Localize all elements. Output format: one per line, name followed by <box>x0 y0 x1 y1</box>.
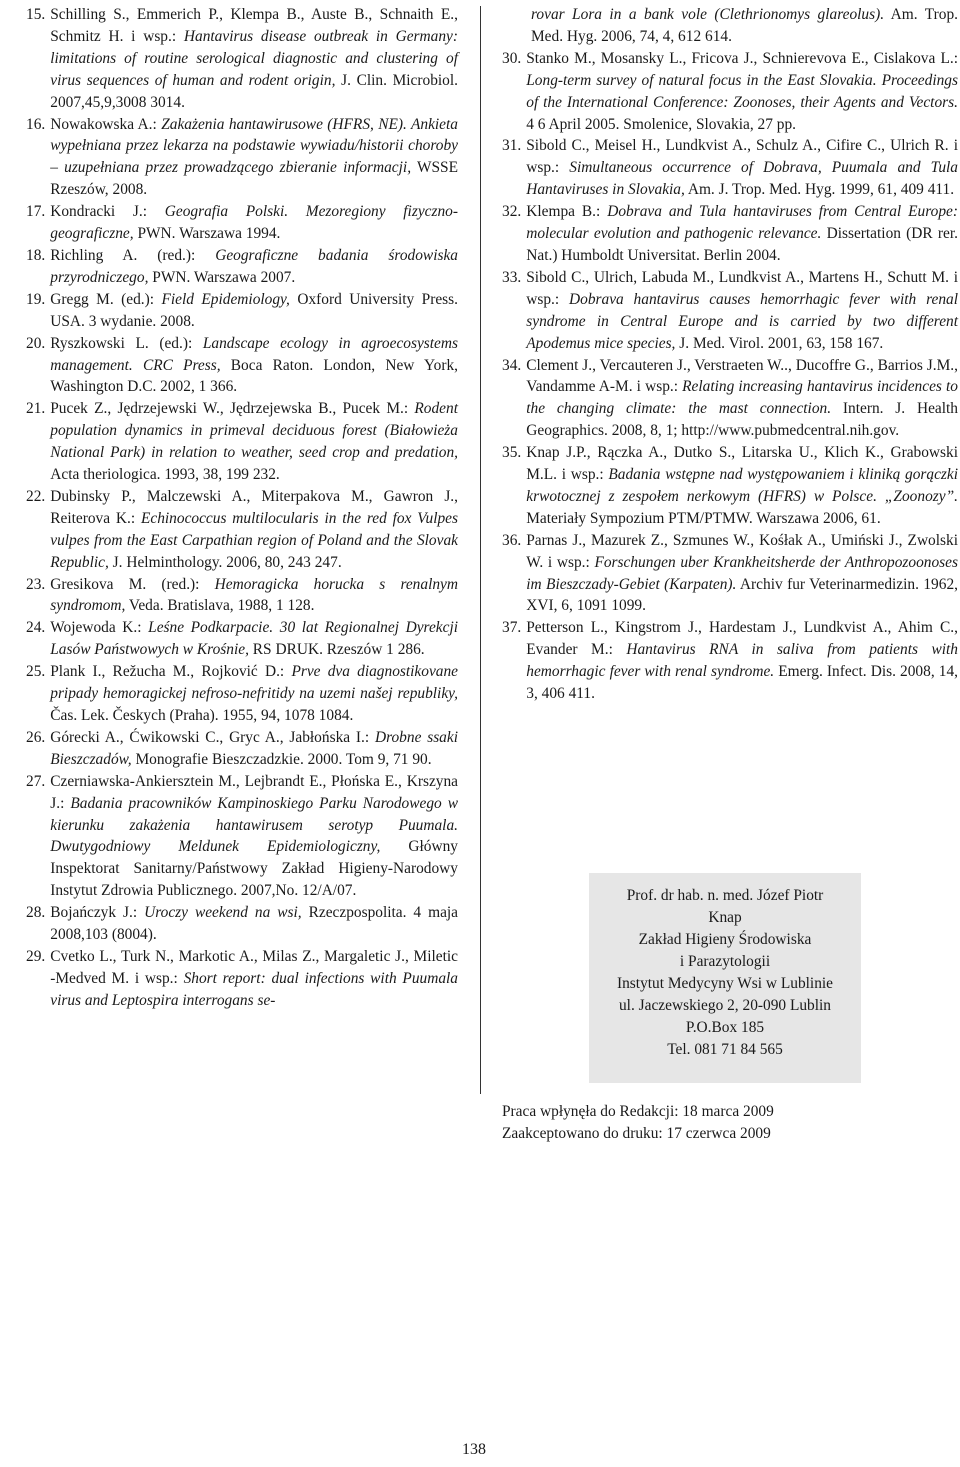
reference-item <box>502 48 958 136</box>
reference-authors: Górecki A., Ćwikowski C., Gryc A., Jabłońska I.: <box>50 728 375 746</box>
reference-item <box>502 267 958 355</box>
reference-source: Acta theriologica. 1993, 38, 199 232. <box>50 466 280 484</box>
reference-body <box>50 617 458 661</box>
reference-item <box>502 617 958 705</box>
reference-source: J. Clin. Microbiol. 2007,45,9,3008 3014. <box>50 71 458 111</box>
reference-item <box>26 574 458 618</box>
reference-title: Long-term survey of natural focus in the East Slovakia. Proceedings of the International Conference: Zoonoses, their Agents and Vectors. <box>526 71 958 111</box>
reference-item <box>502 530 958 618</box>
reference-body <box>50 201 458 245</box>
reference-body <box>50 114 458 202</box>
reference-number: 31. <box>502 137 522 155</box>
reference-title: Badania pracowników Kampinoskiego Parku Narodowego w kierunku zakażenia hantawirusem serotyp Puumala. Dwutygodniowy Meldunek Epidemiologiczny, <box>50 794 458 856</box>
reference-body <box>50 574 458 618</box>
author-address-box <box>589 873 861 1083</box>
reference-item <box>26 617 458 661</box>
reference-body <box>50 486 458 574</box>
reference-body <box>526 267 958 355</box>
reference-authors: Dubinsky P., Malczewski A., Miterpakova M., Gawron J., Reiterova K.: <box>50 487 458 527</box>
reference-source: PWN. Warszawa 1994. <box>133 225 281 243</box>
reference-source: RS DRUK. Rzeszów 1 286. <box>248 641 425 659</box>
reference-title: Dobrava hantavirus causes hemorrhagic fever with renal syndrome in Central Europe and is carried by two different Apodemus mice species, <box>526 290 958 352</box>
reference-number: 28. <box>26 904 46 922</box>
address-line: i Parazytologii <box>679 953 771 970</box>
reference-authors: Gregg M. (ed.): <box>50 290 162 308</box>
reference-source: Čas. Lek. Českych (Praha). 1955, 94, 1078 1084. <box>50 707 354 724</box>
reference-authors: Cvetko L., Turk N., Markotic A., Milas Z., Margaletic J., Miletic -Medved M. i wsp.: <box>50 947 458 987</box>
reference-source: Oxford University Press. USA. 3 wydanie. 2008. <box>50 290 458 330</box>
reference-title: Field Epidemiology, <box>161 290 290 308</box>
received-dates <box>502 1101 774 1145</box>
reference-authors: Bojańczyk J.: <box>50 904 145 922</box>
reference-number: 24. <box>26 619 46 637</box>
reference-number: 21. <box>26 400 46 418</box>
reference-body <box>50 771 458 902</box>
reference-number: 37. <box>502 619 522 637</box>
reference-source: Emerg. Infect. Dis. 2008, 14, 3, 406 411. <box>526 663 958 703</box>
reference-body <box>526 135 958 201</box>
reference-title: Relating increasing hantavirus incidences to the changing climate: the mast connection. <box>526 378 959 418</box>
reference-number: 23. <box>26 575 46 593</box>
reference-item <box>502 442 958 530</box>
accepted-line: Zaakceptowano do druku: 17 czerwca 2009 <box>502 1125 771 1142</box>
reference-authors: Ryszkowski L. (ed.): <box>50 334 203 352</box>
reference-authors: Stanko M., Mosansky L., Fricova J., Schnierevova E., Cislakova L.: <box>526 49 958 67</box>
reference-number: 22. <box>26 487 46 505</box>
reference-authors: Kondracki J.: <box>50 203 165 221</box>
column-divider <box>480 6 481 1094</box>
reference-authors: Parnas J., Mazurek Z., Szmunes W., Kośłak A., Umiński J., Zwolski W. i wsp.: <box>526 531 958 571</box>
reference-authors: Petterson L., Kingstrom J., Hardestam J., Lundkvist A., Ahim C., Evander M.: <box>526 619 958 659</box>
reference-authors: Czerniawska-Ankiersztein M., Lejbrandt E., Płońska E., Krszyna J.: <box>50 772 458 812</box>
reference-source: 4 6 April 2005. Smolenice, Slovakia, 27 pp. <box>526 115 796 133</box>
references-right-column <box>502 4 958 705</box>
reference-authors: Sibold C., Ulrich, Labuda M., Lundkvist A., Martens H., Schutt M. i wsp.: <box>526 268 958 308</box>
reference-body <box>50 398 458 486</box>
reference-source: Materiały Sympozium PTM/PTMW. Warszawa 2006, 61. <box>526 509 881 527</box>
reference-title: Geograficzne badania środowiska przyrodniczego, <box>50 246 458 286</box>
reference-number: 35. <box>502 444 522 462</box>
address-line: Instytut Medycyny Wsi w Lublinie <box>616 975 834 992</box>
reference-title: Leśne Podkarpacie. 30 lat Regionalnej Dyrekcji Lasów Państwowych w Krośnie, <box>50 619 458 659</box>
reference-body <box>526 617 958 705</box>
reference-number: 33. <box>502 268 522 286</box>
reference-number: 16. <box>26 115 46 133</box>
reference-item <box>26 201 458 245</box>
reference-item <box>26 289 458 333</box>
reference-item <box>26 486 458 574</box>
reference-number: 18. <box>26 246 46 264</box>
reference-body <box>526 530 958 618</box>
reference-body <box>50 333 458 399</box>
reference-item <box>502 135 958 201</box>
address-line: Zakład Higieny Środowiska <box>638 931 812 948</box>
reference-title: Forschungen uber Krankheitsherde der Anthropozoonoses im Bieszczady-Gebiet (Karpaten). <box>526 553 958 593</box>
reference-body <box>50 245 458 289</box>
reference-item <box>26 333 458 399</box>
reference-title: Badania wstępne nad występowaniem i kliniką gorączki krwotocznej z zespołem nerkowym (HFRS) w Polsce. „Zoonozy”. <box>526 466 958 505</box>
reference-body <box>50 902 458 946</box>
reference-body <box>526 201 958 267</box>
reference-number: 36. <box>502 531 522 549</box>
reference-authors: Plank I., Režucha M., Rojković D.: <box>50 663 292 681</box>
reference-number: 19. <box>26 290 46 308</box>
reference-item <box>26 4 458 114</box>
reference-authors: Knap J.P., Rączka A., Dutko S., Litarska U., Klich K., Grabowski M.L. i wsp.: <box>526 444 958 484</box>
reference-item <box>26 902 458 946</box>
reference-authors: Richling A. (red.): <box>50 246 216 264</box>
reference-source: Rzeczpospolita. 4 maja 2008,103 (8004). <box>50 904 459 944</box>
reference-item <box>26 661 458 727</box>
reference-authors: Klempa B.: <box>526 203 608 221</box>
reference-number: 15. <box>26 6 46 23</box>
reference-source: Veda. Bratislava, 1988, 1 128. <box>125 597 315 615</box>
reference-item <box>502 201 958 267</box>
reference-authors: Clement J., Vercauteren J., Verstraeten W.., Ducoffre G., Barrios J.M., Vandamme A-M. i wsp.: <box>526 356 958 396</box>
reference-item <box>26 946 458 1012</box>
address-line: Tel. 081 71 84 565 <box>667 1041 783 1058</box>
reference-title: Geografia Polski. Mezoregiony fizyczno-geograficzne, <box>50 203 458 243</box>
reference-number: 30. <box>502 49 522 67</box>
reference-source: Am. J. Trop. Med. Hyg. 1999, 61, 409 411. <box>684 181 955 199</box>
reference-source: Główny Inspektorat Sanitarny/Państwowy Zakład Higieny-Narodowy Instytut Zdrowia Publicznego. 2007,No. 12/A/07. <box>50 838 458 900</box>
reference-authors: Wojewoda K.: <box>50 619 149 637</box>
reference-title: Dobrava and Tula hantaviruses from Central Europe: molecular evolution and pathogenic relevance. <box>526 203 958 243</box>
address-line: P.O.Box 185 <box>685 1019 765 1036</box>
reference-source: PWN. Warszawa 2007. <box>148 268 296 286</box>
reference-title: Zakażenia hantawirusowe (HFRS, NE). Ankieta wypełniana przez lekarza na podstawie wywiadu/historii choroby – uzupełniana przez prowadzącego zbieranie informacji, <box>50 115 458 177</box>
reference-source: Archiv fur Veterinarmedizin. 1962, XVI, 6, 1091 1099. <box>526 575 958 615</box>
reference-title: Hantavirus disease outbreak in Germany: limitations of routine serological diagnostic and clustering of virus sequences of human and rodent origin, <box>50 27 458 89</box>
reference-continuation <box>531 4 958 48</box>
page-number: 138 <box>462 1441 486 1458</box>
reference-source: J. Helminthology. 2006, 80, 243 247. <box>108 553 342 571</box>
reference-item <box>26 771 458 902</box>
address-line: ul. Jaczewskiego 2, 20-090 Lublin <box>618 997 831 1014</box>
reference-body <box>526 48 958 136</box>
reference-authors: Nowakowska A.: <box>50 115 162 133</box>
reference-title: Landscape ecology in agroecosystems management. CRC Press, <box>50 334 458 374</box>
reference-source: Intern. J. Health Geographics. 2008, 8, 1; http://www.pubmedcentral.nih.gov. <box>526 400 958 440</box>
reference-number: 32. <box>502 203 522 221</box>
reference-body <box>50 727 458 771</box>
reference-title: Echinococcus multilocularis in the red fox Vulpes vulpes from the East Carpathian region of Poland and the Slovak Republic, <box>50 509 458 571</box>
reference-source: WSSE Rzeszów, 2008. <box>50 159 458 199</box>
reference-item <box>26 727 458 771</box>
reference-body <box>50 946 458 1012</box>
reference-title: Drobne ssaki Bieszczadów, <box>50 728 458 768</box>
reference-source: Dissertation (DR rer. Nat.) Humboldt Universitat. Berlin 2004. <box>526 225 958 264</box>
reference-number: 17. <box>26 203 46 221</box>
reference-item <box>26 245 458 289</box>
reference-title: Uroczy weekend na wsi, <box>144 904 302 922</box>
reference-authors: Schilling S., Emmerich P., Klempa B., Auste B., Schnaith E., Schmitz H. i wsp.: <box>50 6 458 45</box>
reference-title: Rodent population dynamics in primeval deciduous forest (Białowieża National Park) in relation to weather, seed crop and predation, <box>50 400 458 462</box>
reference-title: Hemoragicka horucka s renalnym syndromom, <box>50 575 458 615</box>
reference-body <box>50 4 458 114</box>
reference-source: Am. Trop. Med. Hyg. 2006, 74, 4, 612 614. <box>531 6 958 45</box>
reference-number: 26. <box>26 728 46 746</box>
reference-number: 27. <box>26 772 46 790</box>
address-line: Prof. dr hab. n. med. Józef Piotr <box>626 887 824 904</box>
reference-title: rovar Lora in a bank vole (Clethrionomys glareolus). <box>531 6 885 23</box>
reference-body <box>50 289 458 333</box>
reference-source: J. Med. Virol. 2001, 63, 158 167. <box>675 334 884 352</box>
references-left-column <box>26 4 458 1012</box>
reference-source: Boca Raton. London, New York, Washington D.C. 2002, 1 366. <box>50 356 458 396</box>
reference-body <box>50 661 458 727</box>
reference-item <box>502 355 958 443</box>
reference-title: Short report: dual infections with Puumala virus and Leptospira interrogans se- <box>50 969 458 1009</box>
reference-authors: Pucek Z., Jędrzejewski W., Jędrzejewska B., Pucek M.: <box>50 400 415 418</box>
reference-number: 29. <box>26 947 46 965</box>
reference-authors: Sibold C., Meisel H., Lundkvist A., Schulz A., Cifire C., Ulrich R. i wsp.: <box>526 137 958 177</box>
reference-body <box>526 355 958 443</box>
reference-number: 34. <box>502 356 522 374</box>
reference-body <box>526 442 958 530</box>
address-line: Knap <box>708 909 742 926</box>
reference-number: 25. <box>26 663 46 681</box>
reference-number: 20. <box>26 334 46 352</box>
received-line: Praca wpłynęła do Redakcji: 18 marca 2009 <box>502 1103 774 1120</box>
reference-authors: Gresikova M. (red.): <box>50 575 215 593</box>
reference-item <box>26 398 458 486</box>
reference-title: Simultaneous occurrence of Dobrava, Puumala and Tula Hantaviruses in Slovakia, <box>526 159 958 199</box>
reference-title: Prve dva diagnostikovane pripady hemoragickej nefroso-nefritidy na uzemi našej republiky, <box>50 663 459 703</box>
reference-title: Hantavirus RNA in saliva from patients with hemorrhagic fever with renal syndrome. <box>526 641 959 681</box>
reference-source: Monografie Bieszczadzkie. 2000. Tom 9, 71 90. <box>131 750 432 768</box>
reference-item <box>26 114 458 202</box>
